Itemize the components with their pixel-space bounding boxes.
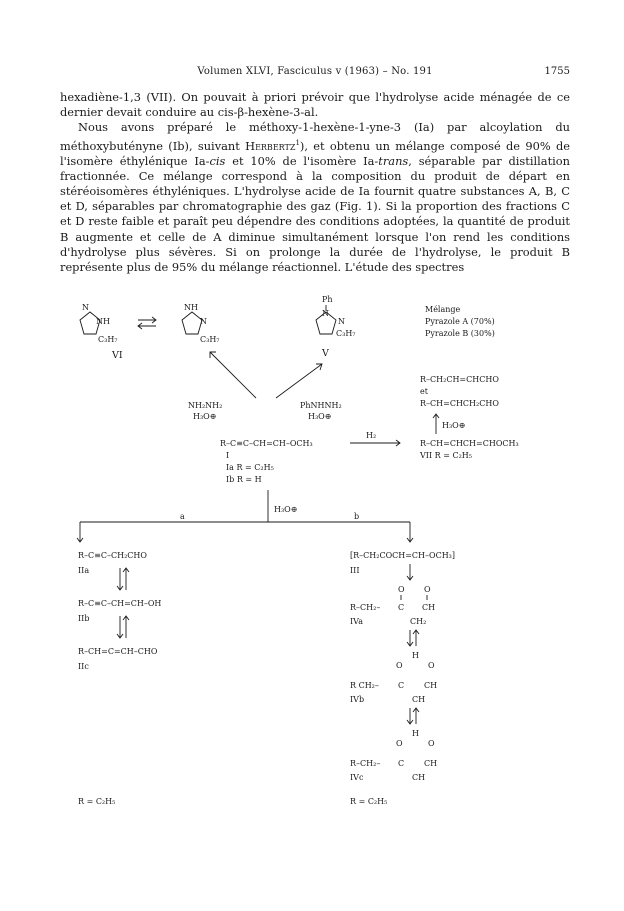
compound-vii: R–CH=CHCH=CHOCH₃ xyxy=(420,439,519,448)
trans-italic: trans xyxy=(378,153,409,168)
hydrogen-label: H₂ xyxy=(366,431,377,440)
atom-ch: CH xyxy=(424,681,438,690)
atom-ch: CH xyxy=(412,773,426,782)
label-iib: IIb xyxy=(78,614,90,623)
pyrazole-vi xyxy=(80,303,123,361)
propyl-label: C₃H₇ xyxy=(200,335,220,344)
aldehyde-2: R–CH=CHCH₂CHO xyxy=(420,399,499,408)
text-span: Nous avons préparé le méthoxy-1-hexène-1-yne-3 (Ia) par alcoylation du méthoxybutényne (Ib), suivant xyxy=(60,120,570,153)
label-ia: Ia R = C₂H₅ xyxy=(226,463,274,472)
atom-ch2: CH₂ xyxy=(410,617,427,626)
label-iic: IIc xyxy=(78,662,89,671)
label-ivb: IVb xyxy=(350,695,365,704)
ring-atom-n: N xyxy=(338,317,345,326)
label-i: I xyxy=(226,451,230,460)
compound-iib: R–C≡C–CH=CH–OH xyxy=(78,599,162,608)
arrow-to-vi xyxy=(210,352,256,398)
label-ivc: IVc xyxy=(350,773,364,782)
ring-atom-n: N xyxy=(200,317,207,326)
r-ch2: R–CH₂– xyxy=(350,759,381,768)
reference-marker: 1 xyxy=(295,138,300,147)
phenyl-label: Ph xyxy=(322,295,333,304)
running-header xyxy=(60,66,570,80)
cis-italic: cis xyxy=(209,153,226,168)
text-span: , séparable par distillation fractionnée. Ce mélange correspond à la composition du produit de départ en stéréoisomères éthyléniques. L'hydrolyse acide de Ia fournit quatre substances A, B, C et D, séparables par chromatographie des gaz (Fig. 1). Si la proportion des fractions C et D reste faible et paraît peu dépendre des conditions adoptées, la quantité de produit B augmente et celle de A diminue simultanément lorsque l'on rend les conditions d'hydrolyse plus sévères. Si on prolonge la durée de l'hydrolyse, le produit B représente plus de 95% du mélange réactionnel. L'étude des spectres xyxy=(60,153,570,275)
pyrazole-v xyxy=(316,295,356,359)
atom-h: H xyxy=(412,729,419,738)
atom-c: C xyxy=(398,759,405,768)
r-ch2: R CH₂– xyxy=(350,681,379,690)
compound-i: R–C≡C–CH=CH–OCH₃ xyxy=(220,439,313,448)
reagent-acid-right: H₃O⊕ xyxy=(308,412,332,421)
label-vi: VI xyxy=(112,350,123,361)
atom-o: O xyxy=(396,661,403,670)
ring-atom-n: N xyxy=(82,303,89,312)
paragraph-1: hexadiène-1,3 (VII). On pouvait à priori prévoir que l'hydrolyse acide ménagée de ce dernier devait conduire au cis-β-hexène-3-al. xyxy=(60,90,570,120)
footer-r-left: R = C₂H₅ xyxy=(78,797,116,806)
atom-ch: CH xyxy=(424,759,438,768)
reaction-scheme xyxy=(60,290,570,890)
aldehyde-1: R–CH₂CH=CHCHO xyxy=(420,375,499,384)
article-body xyxy=(60,90,570,275)
compound-iic: R–CH=C=CH–CHO xyxy=(78,647,158,656)
branch-a-label: a xyxy=(180,512,185,521)
footer-r-right: R = C₂H₅ xyxy=(350,797,388,806)
atom-o: O xyxy=(398,585,405,594)
reagent-phenylhydrazine: PhNHNH₂ xyxy=(300,401,342,410)
atom-c: C xyxy=(398,681,405,690)
label-iva: IVa xyxy=(350,617,363,626)
atom-ch: CH xyxy=(412,695,426,704)
label-v: V xyxy=(322,348,329,359)
aldehyde-et: et xyxy=(420,387,428,396)
ring-atom-nh: NH xyxy=(96,317,110,326)
branch-acid: H₃O⊕ xyxy=(274,505,298,514)
atom-o: O xyxy=(424,585,431,594)
label-iia: IIa xyxy=(78,566,90,575)
ring-atom-nh: NH xyxy=(184,303,198,312)
atom-h: H xyxy=(412,651,419,660)
page-number: 1755 xyxy=(544,66,570,77)
ring-atom-n: N xyxy=(322,309,329,318)
compound-iii: [R–CH₂COCH=CH–OCH₃] xyxy=(350,551,456,560)
pyrazole-tautomer xyxy=(182,303,220,344)
atom-o: O xyxy=(396,739,403,748)
arrow-to-v xyxy=(276,364,322,398)
mixture-pyrazole-b: Pyrazole B (30%) xyxy=(425,329,495,338)
atom-o: O xyxy=(428,739,435,748)
propyl-label: C₃H₇ xyxy=(98,335,118,344)
author-name: Herbertz xyxy=(245,138,296,153)
compound-iia: R–C≡C–CH₂CHO xyxy=(78,551,147,560)
branch-b-label: b xyxy=(354,512,360,521)
label-ib: Ib R = H xyxy=(226,475,262,484)
atom-c: C xyxy=(398,603,405,612)
hydrolysis-reagent: H₃O⊕ xyxy=(442,421,466,430)
paragraph-2 xyxy=(60,120,570,275)
label-iii: III xyxy=(350,566,360,575)
mixture-pyrazole-a: Pyrazole A (70%) xyxy=(425,317,495,326)
text-span: ), et obtenu un mélange composé de 90% de l'isomère éthylénique Ia- xyxy=(60,138,571,168)
r-ch2: R–CH₂– xyxy=(350,603,381,612)
atom-ch: CH xyxy=(422,603,436,612)
atom-o: O xyxy=(428,661,435,670)
ring-tautomer xyxy=(182,312,202,334)
label-vii: VII R = C₂H₅ xyxy=(420,451,472,460)
journal-citation: Volumen XLVI, Fasciculus v (1963) – No. 191 xyxy=(197,66,433,77)
propyl-label: C₃H₇ xyxy=(336,329,356,338)
text-span: et 10% de l'isomère Ia- xyxy=(225,153,379,168)
reagent-hydrazine: NH₂NH₂ xyxy=(188,401,223,410)
reagent-acid-left: H₃O⊕ xyxy=(193,412,217,421)
mixture-title: Mélange xyxy=(425,305,461,314)
